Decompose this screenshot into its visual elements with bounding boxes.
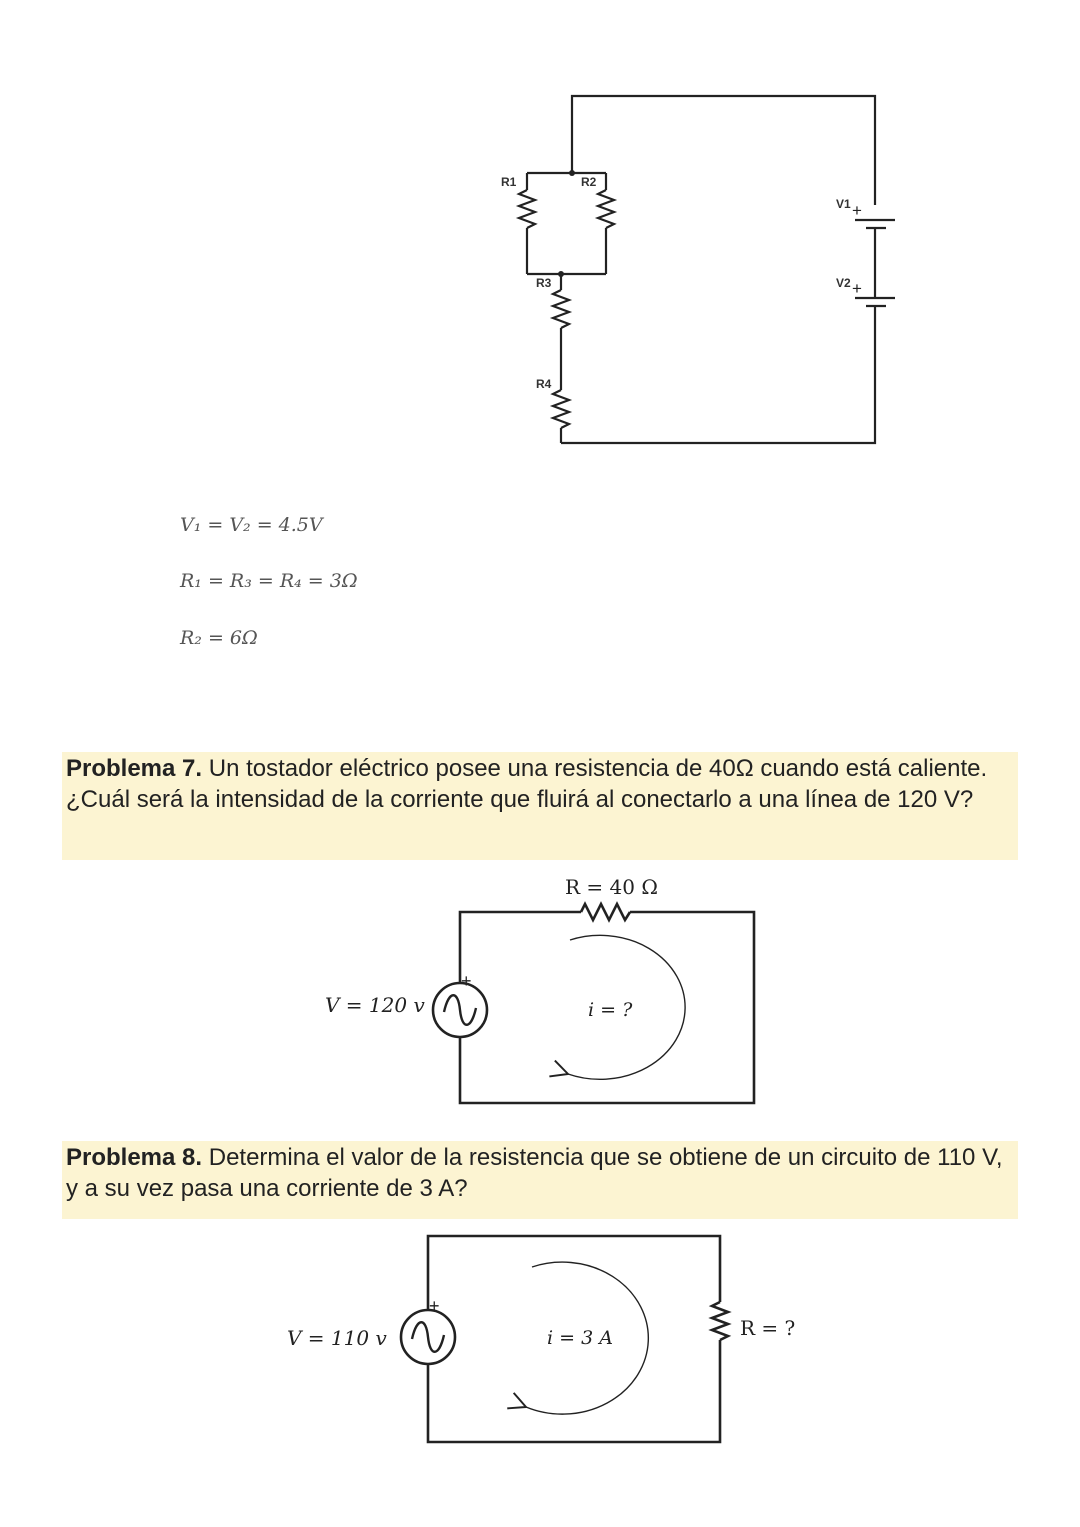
plus-sign-v1: +: [852, 201, 862, 220]
label-r4: R4: [536, 377, 552, 391]
problem-7: [62, 752, 1018, 860]
circuit-diagram-7: [0, 860, 1080, 1120]
circuit-diagram-8: [0, 1225, 1080, 1455]
problem-8-text: Determina el valor de la resistencia que se obtiene de un circuito de 110 V, y a su vez pasa una corriente de 3 A?: [66, 1144, 1003, 1202]
label-r1: R1: [501, 175, 517, 189]
junction-dot: [558, 271, 564, 277]
label-r2: R2: [581, 175, 597, 189]
label-v2: V2: [836, 276, 851, 290]
problem-7-text: Un tostador eléctrico posee una resistencia de 40Ω cuando está caliente. ¿Cuál será la intensidad de la corriente que fluirá al conectarlo a una línea de 120 V?: [66, 755, 988, 813]
plus-sign-7: +: [461, 971, 472, 991]
circuit-diagram-1: [0, 0, 1080, 470]
source-label-8: V = 110 v: [287, 1326, 387, 1350]
plus-sign-8: +: [429, 1296, 440, 1316]
resistor-label-7: R = 40 Ω: [565, 875, 658, 899]
problem-8-label: Problema 8.: [66, 1144, 203, 1171]
source-label-7: V = 120 v: [325, 993, 425, 1017]
label-r3: R3: [536, 276, 552, 290]
given-voltages: V₁ = V₂ = 4.5V: [180, 514, 323, 536]
current-label-7: i = ?: [588, 999, 633, 1021]
problem-8: [62, 1141, 1018, 1219]
resistor-label-8: R = ?: [740, 1316, 796, 1340]
plus-sign-v2: +: [852, 279, 862, 298]
given-resistances-1: R₁ = R₃ = R₄ = 3Ω: [180, 570, 358, 592]
label-v1: V1: [836, 197, 851, 211]
current-label-8: i = 3 A: [547, 1327, 613, 1349]
junction-dot: [569, 170, 575, 176]
problem-7-label: Problema 7.: [66, 755, 203, 782]
given-resistance-2: R₂ = 6Ω: [180, 627, 258, 649]
